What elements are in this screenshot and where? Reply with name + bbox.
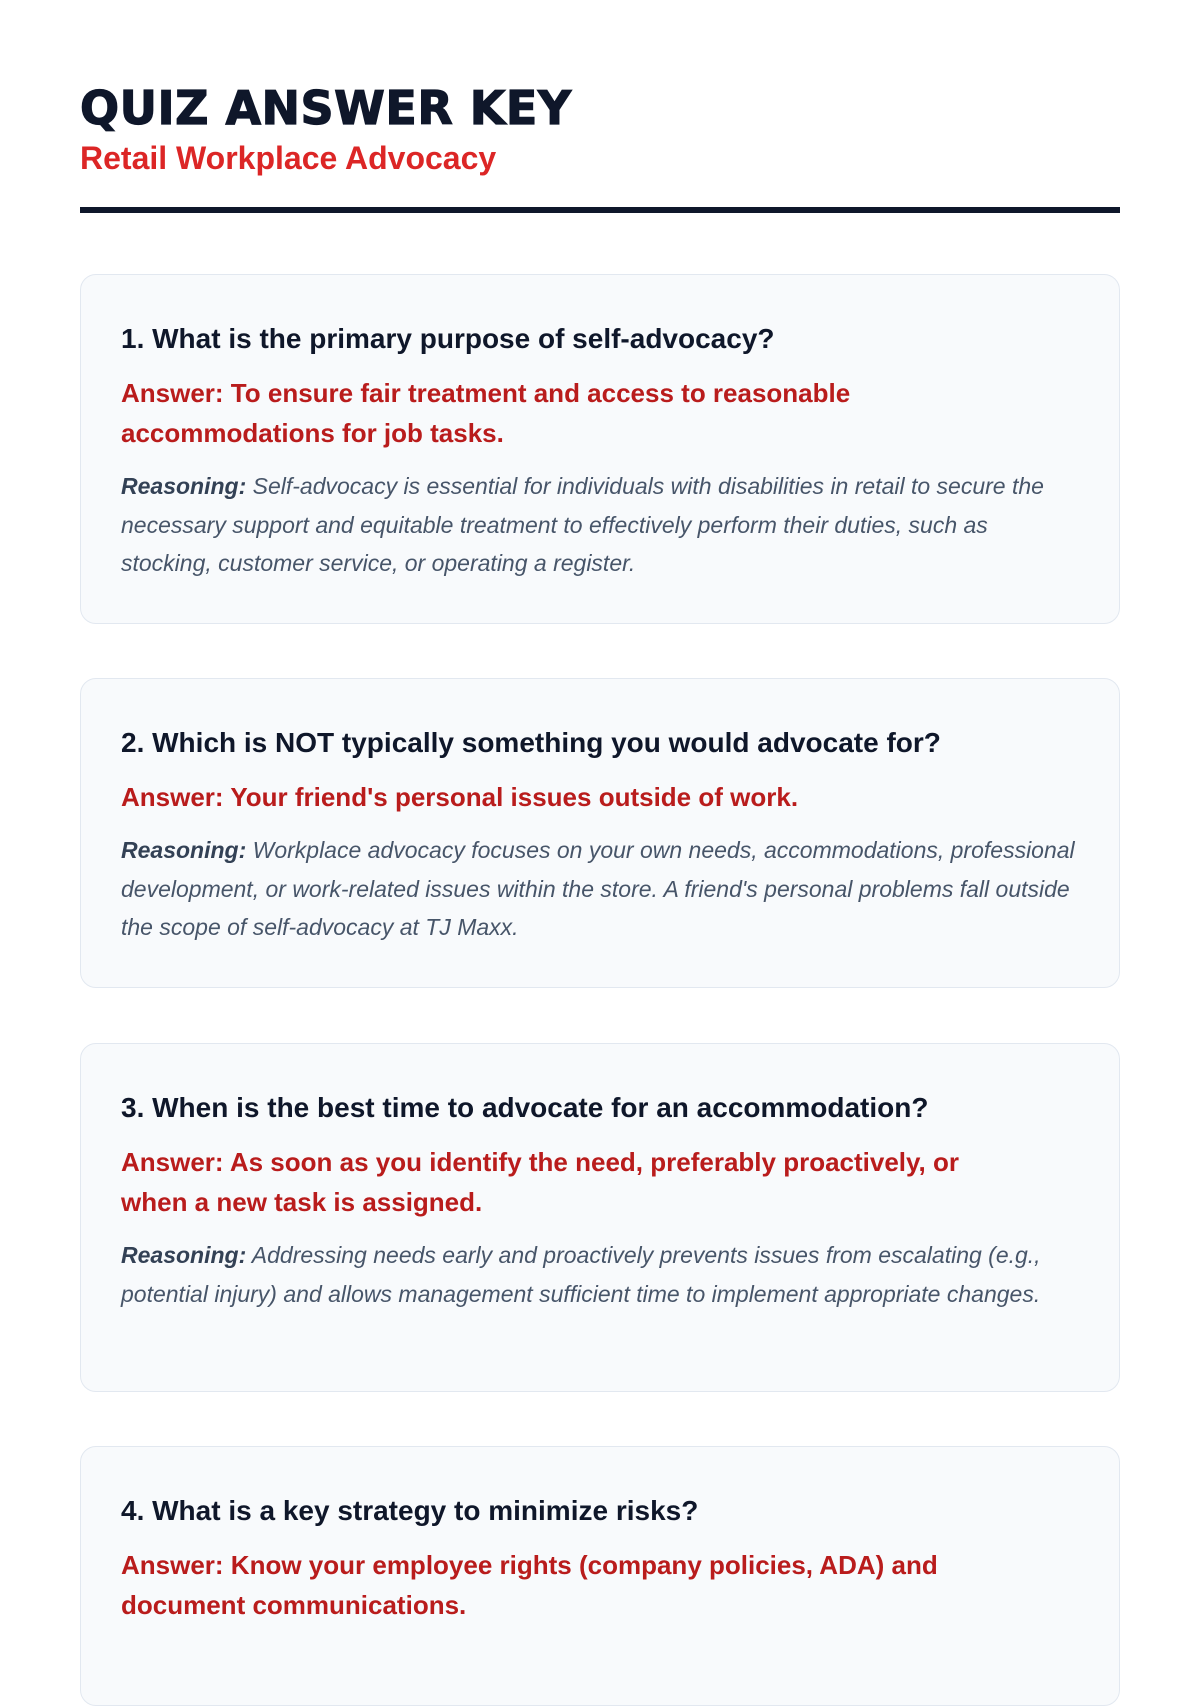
- question-text: 2. Which is NOT typically something you would advocate for?: [121, 727, 941, 758]
- header-divider: [80, 207, 1120, 213]
- reasoning-body: Workplace advocacy focuses on your own needs, accommodations, professional development, or work-related issues within the store. A friend's personal problems fall outside the scope of self-advocacy at TJ Maxx.: [121, 837, 1075, 940]
- question-card-3: [80, 1043, 1120, 1392]
- answer-text: Answer: Know your employee rights (company policies, ADA) and document communications.: [121, 1550, 938, 1620]
- page-subtitle: Retail Workplace Advocacy: [80, 140, 497, 176]
- question-text: 1. What is the primary purpose of self-advocacy?: [121, 323, 775, 354]
- reasoning-text: [121, 467, 1079, 583]
- question-card-2: [80, 678, 1120, 988]
- question-text: 3. When is the best time to advocate for an accommodation?: [121, 1092, 929, 1123]
- reasoning-label: Reasoning:: [121, 473, 247, 499]
- reasoning-label: Reasoning:: [121, 837, 247, 863]
- page-title: QUIZ ANSWER KEY: [80, 81, 572, 135]
- answer-text: Answer: To ensure fair treatment and access to reasonable accommodations for job tasks.: [121, 378, 851, 448]
- question-card-1: [80, 274, 1120, 624]
- reasoning-text: [121, 1236, 1079, 1313]
- answer-text: Answer: As soon as you identify the need, preferably proactively, or when a new task is assigned.: [121, 1147, 959, 1217]
- reasoning-body: Addressing needs early and proactively prevents issues from escalating (e.g., potential injury) and allows management sufficient time to implement appropriate changes.: [121, 1242, 1041, 1307]
- answer-text: Answer: Your friend's personal issues outside of work.: [121, 782, 799, 812]
- reasoning-label: Reasoning:: [121, 1242, 247, 1268]
- question-text: 4. What is a key strategy to minimize risks?: [121, 1495, 699, 1526]
- reasoning-body: Self-advocacy is essential for individuals with disabilities in retail to secure the necessary support and equitable treatment to effectively perform their duties, such as stocking, customer service, or operating a register.: [121, 473, 1044, 576]
- reasoning-text: [121, 831, 1079, 947]
- question-card-4: [80, 1446, 1120, 1706]
